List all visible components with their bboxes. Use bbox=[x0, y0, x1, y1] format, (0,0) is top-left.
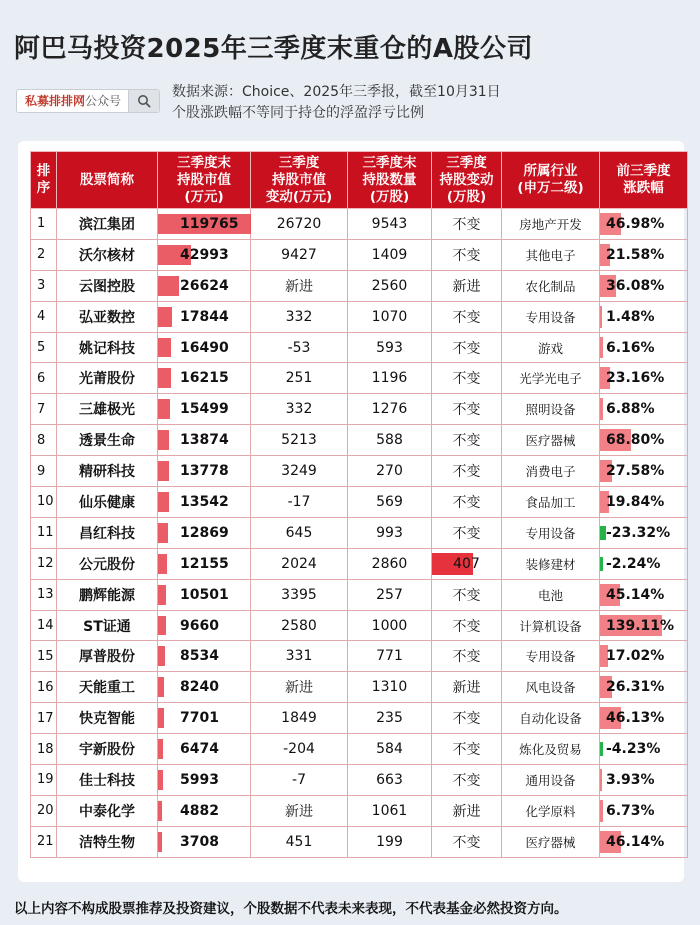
header-industry-line: 所属行业 bbox=[523, 163, 578, 179]
header-name bbox=[57, 152, 158, 209]
market-value-text: 13874 bbox=[180, 432, 229, 449]
return-bar bbox=[600, 398, 603, 420]
cell-shares: 235 bbox=[348, 703, 432, 734]
cell-shares: 270 bbox=[348, 456, 432, 487]
share-change-text: 不变 bbox=[452, 649, 481, 666]
cell-industry: 通用设备 bbox=[502, 765, 600, 796]
share-change-text: 不变 bbox=[452, 402, 481, 419]
cell-market-value bbox=[158, 610, 251, 641]
cell-return bbox=[600, 425, 688, 456]
header-return-line: 涨跌幅 bbox=[623, 180, 664, 196]
header-value-change bbox=[251, 152, 348, 209]
cell-industry: 炼化及贸易 bbox=[502, 734, 600, 765]
cell-stock-name: 公元股份 bbox=[57, 548, 158, 579]
header-value-change-line: 三季度 bbox=[278, 154, 320, 171]
cell-share-change bbox=[432, 641, 502, 672]
market-value-text: 13778 bbox=[180, 463, 229, 480]
table-row bbox=[31, 517, 688, 548]
cell-market-value bbox=[158, 301, 251, 332]
cell-share-change bbox=[432, 765, 502, 796]
cell-shares: 771 bbox=[348, 641, 432, 672]
disclaimer-note: 个股涨跌幅不等同于持仓的浮盈浮亏比例 bbox=[172, 105, 424, 121]
share-change-text: 不变 bbox=[452, 525, 481, 542]
market-value-text: 12869 bbox=[180, 524, 229, 541]
cell-return bbox=[600, 239, 688, 270]
return-text: 21.58% bbox=[606, 246, 665, 263]
cell-industry: 食品加工 bbox=[502, 487, 600, 518]
cell-value-change: 645 bbox=[251, 517, 348, 548]
cell-return bbox=[600, 641, 688, 672]
cell-market-value bbox=[158, 456, 251, 487]
table-row bbox=[31, 394, 688, 425]
share-change-text: 不变 bbox=[452, 247, 481, 264]
cell-share-change bbox=[432, 672, 502, 703]
cell-value-change: 5213 bbox=[251, 425, 348, 456]
header-industry-line: (申万二级) bbox=[517, 180, 584, 196]
return-text: 26.31% bbox=[606, 679, 665, 696]
cell-share-change bbox=[432, 826, 502, 857]
cell-shares: 1000 bbox=[348, 610, 432, 641]
cell-value-change: 新进 bbox=[251, 672, 348, 703]
cell-shares: 584 bbox=[348, 734, 432, 765]
share-change-text: 不变 bbox=[452, 216, 481, 233]
share-change-text: 不变 bbox=[452, 464, 481, 481]
header-return bbox=[600, 152, 688, 209]
return-text: 19.84% bbox=[606, 493, 665, 510]
header-shares-line: (万股) bbox=[369, 188, 410, 205]
cell-shares: 1070 bbox=[348, 301, 432, 332]
cell-return bbox=[600, 795, 688, 826]
cell-industry: 风电设备 bbox=[502, 672, 600, 703]
market-value-text: 12155 bbox=[180, 555, 229, 572]
share-change-text: 不变 bbox=[452, 618, 481, 635]
market-value-text: 26624 bbox=[180, 277, 229, 294]
cell-rank: 11 bbox=[31, 517, 57, 548]
cell-value-change: -17 bbox=[251, 487, 348, 518]
header-rank bbox=[31, 152, 57, 209]
header-name-line: 股票简称 bbox=[80, 171, 134, 188]
cell-rank: 2 bbox=[31, 239, 57, 270]
cell-rank: 20 bbox=[31, 795, 57, 826]
cell-stock-name: 精研科技 bbox=[57, 456, 158, 487]
cell-industry: 自动化设备 bbox=[502, 703, 600, 734]
cell-rank: 3 bbox=[31, 270, 57, 301]
cell-share-change bbox=[432, 734, 502, 765]
cell-value-change: 9427 bbox=[251, 239, 348, 270]
share-change-text: 不变 bbox=[452, 494, 481, 511]
cell-industry: 其他电子 bbox=[502, 239, 600, 270]
footer-disclaimer: 以上内容不构成股票推荐及投资建议，个股数据不代表未来表现，不代表基金必然投资方向。 bbox=[14, 901, 568, 917]
cell-stock-name: 光莆股份 bbox=[57, 363, 158, 394]
cell-market-value bbox=[158, 579, 251, 610]
market-value-text: 9660 bbox=[180, 617, 219, 634]
share-change-text: 不变 bbox=[452, 309, 481, 326]
return-text: 23.16% bbox=[606, 370, 665, 387]
cell-rank: 19 bbox=[31, 765, 57, 796]
cell-industry: 电池 bbox=[502, 579, 600, 610]
table-row bbox=[31, 579, 688, 610]
table-row bbox=[31, 456, 688, 487]
cell-shares: 199 bbox=[348, 826, 432, 857]
cell-return bbox=[600, 332, 688, 363]
market-value-text: 7701 bbox=[180, 710, 219, 727]
cell-return bbox=[600, 703, 688, 734]
cell-share-change bbox=[432, 425, 502, 456]
cell-shares: 663 bbox=[348, 765, 432, 796]
cell-share-change bbox=[432, 239, 502, 270]
cell-market-value bbox=[158, 548, 251, 579]
cell-market-value bbox=[158, 209, 251, 240]
page-title: 阿巴马投资2025年三季度末重仓的A股公司 bbox=[14, 34, 533, 64]
table-row bbox=[31, 641, 688, 672]
cell-industry: 消费电子 bbox=[502, 456, 600, 487]
cell-return bbox=[600, 672, 688, 703]
cell-industry: 医疗器械 bbox=[502, 826, 600, 857]
header-return-line: 前三季度 bbox=[616, 163, 671, 179]
cell-stock-name: 沃尔核材 bbox=[57, 239, 158, 270]
cell-market-value bbox=[158, 363, 251, 394]
cell-return bbox=[600, 363, 688, 394]
cell-market-value bbox=[158, 641, 251, 672]
share-change-text: 新进 bbox=[452, 803, 481, 820]
table-row bbox=[31, 734, 688, 765]
table-row bbox=[31, 209, 688, 240]
cell-value-change: 332 bbox=[251, 301, 348, 332]
cell-stock-name: 鹏辉能源 bbox=[57, 579, 158, 610]
table-row bbox=[31, 765, 688, 796]
share-change-text: 不变 bbox=[452, 742, 481, 759]
cell-rank: 10 bbox=[31, 487, 57, 518]
cell-market-value bbox=[158, 703, 251, 734]
market-value-text: 42993 bbox=[180, 246, 229, 263]
share-change-text: 新进 bbox=[452, 680, 481, 697]
share-change-text: 不变 bbox=[452, 834, 481, 851]
table-row bbox=[31, 270, 688, 301]
cell-stock-name: 姚记科技 bbox=[57, 332, 158, 363]
cell-industry: 照明设备 bbox=[502, 394, 600, 425]
header-share-change-line: 持股变动 bbox=[439, 171, 494, 188]
header-market-value-line: 三季度末 bbox=[177, 154, 231, 171]
header-shares-line: 持股数量 bbox=[362, 171, 417, 188]
cell-shares: 1276 bbox=[348, 394, 432, 425]
cell-return bbox=[600, 270, 688, 301]
table-row bbox=[31, 363, 688, 394]
share-change-text: 407 bbox=[453, 555, 480, 572]
cell-shares: 569 bbox=[348, 487, 432, 518]
cell-market-value bbox=[158, 332, 251, 363]
cell-rank: 9 bbox=[31, 456, 57, 487]
return-text: 1.48% bbox=[606, 308, 655, 325]
share-change-text: 不变 bbox=[452, 711, 481, 728]
cell-rank: 13 bbox=[31, 579, 57, 610]
header-value-change-line: 持股市值 bbox=[272, 171, 326, 188]
header-market-value-line: (万元) bbox=[184, 188, 224, 205]
cell-share-change bbox=[432, 270, 502, 301]
cell-stock-name: 三雄极光 bbox=[57, 394, 158, 425]
market-value-text: 8534 bbox=[180, 648, 219, 665]
cell-stock-name: 仙乐健康 bbox=[57, 487, 158, 518]
return-bar bbox=[600, 742, 603, 756]
market-value-text: 16215 bbox=[180, 370, 229, 387]
cell-share-change bbox=[432, 517, 502, 548]
return-text: 27.58% bbox=[606, 463, 665, 480]
cell-rank: 12 bbox=[31, 548, 57, 579]
cell-market-value bbox=[158, 517, 251, 548]
return-bar bbox=[600, 800, 603, 822]
header-rank-line: 排 bbox=[36, 163, 51, 179]
table-card bbox=[18, 141, 684, 882]
market-value-text: 13542 bbox=[180, 493, 229, 510]
cell-rank: 17 bbox=[31, 703, 57, 734]
cell-market-value bbox=[158, 487, 251, 518]
cell-rank: 8 bbox=[31, 425, 57, 456]
cell-return bbox=[600, 579, 688, 610]
cell-value-change: -53 bbox=[251, 332, 348, 363]
cell-market-value bbox=[158, 239, 251, 270]
cell-market-value bbox=[158, 425, 251, 456]
cell-shares: 2860 bbox=[348, 548, 432, 579]
return-text: 46.98% bbox=[606, 215, 665, 232]
cell-share-change bbox=[432, 487, 502, 518]
cell-industry: 农化制品 bbox=[502, 270, 600, 301]
cell-shares: 1061 bbox=[348, 795, 432, 826]
cell-return bbox=[600, 487, 688, 518]
table-row bbox=[31, 239, 688, 270]
header-market-value bbox=[158, 152, 251, 209]
cell-share-change bbox=[432, 363, 502, 394]
cell-value-change: 26720 bbox=[251, 209, 348, 240]
cell-industry: 装修建材 bbox=[502, 548, 600, 579]
cell-return bbox=[600, 765, 688, 796]
cell-rank: 7 bbox=[31, 394, 57, 425]
cell-value-change: 新进 bbox=[251, 795, 348, 826]
cell-industry: 游戏 bbox=[502, 332, 600, 363]
share-change-text: 不变 bbox=[452, 340, 481, 357]
market-value-text: 4882 bbox=[180, 802, 219, 819]
return-text: 6.73% bbox=[606, 802, 655, 819]
cell-value-change: 331 bbox=[251, 641, 348, 672]
cell-stock-name: 昌红科技 bbox=[57, 517, 158, 548]
cell-shares: 9543 bbox=[348, 209, 432, 240]
share-change-text: 不变 bbox=[452, 371, 481, 388]
cell-return bbox=[600, 734, 688, 765]
cell-shares: 588 bbox=[348, 425, 432, 456]
header-market-value-line: 持股市值 bbox=[177, 171, 231, 188]
return-bar bbox=[600, 337, 603, 359]
cell-market-value bbox=[158, 826, 251, 857]
data-source-text: 数据来源：Choice、2025年三季报，截至10月31日 bbox=[172, 84, 501, 100]
table-header-row bbox=[31, 152, 688, 209]
cell-shares: 257 bbox=[348, 579, 432, 610]
header-industry bbox=[502, 152, 600, 209]
market-value-text: 8240 bbox=[180, 679, 219, 696]
return-text: -4.23% bbox=[606, 741, 661, 758]
return-text: -2.24% bbox=[606, 555, 661, 572]
cell-value-change: 251 bbox=[251, 363, 348, 394]
cell-rank: 16 bbox=[31, 672, 57, 703]
cell-rank: 18 bbox=[31, 734, 57, 765]
cell-return bbox=[600, 209, 688, 240]
info-block bbox=[172, 82, 501, 124]
cell-rank: 5 bbox=[31, 332, 57, 363]
cell-value-change: 332 bbox=[251, 394, 348, 425]
return-bar bbox=[600, 769, 602, 791]
market-value-text: 15499 bbox=[180, 401, 229, 418]
cell-value-change: 1849 bbox=[251, 703, 348, 734]
return-text: 6.88% bbox=[606, 401, 655, 418]
cell-value-change: 451 bbox=[251, 826, 348, 857]
cell-return bbox=[600, 456, 688, 487]
market-value-text: 10501 bbox=[180, 586, 229, 603]
cell-value-change: 2024 bbox=[251, 548, 348, 579]
cell-market-value bbox=[158, 394, 251, 425]
cell-rank: 14 bbox=[31, 610, 57, 641]
return-text: 36.08% bbox=[606, 277, 665, 294]
market-value-text: 3708 bbox=[180, 833, 219, 850]
cell-shares: 1409 bbox=[348, 239, 432, 270]
cell-share-change bbox=[432, 209, 502, 240]
cell-stock-name: ST证通 bbox=[57, 610, 158, 641]
cell-share-change bbox=[432, 394, 502, 425]
return-bar bbox=[600, 306, 602, 328]
holdings-table bbox=[30, 151, 688, 858]
cell-market-value bbox=[158, 765, 251, 796]
share-change-text: 不变 bbox=[452, 587, 481, 604]
return-bar bbox=[600, 557, 603, 571]
cell-return bbox=[600, 826, 688, 857]
table-row bbox=[31, 332, 688, 363]
cell-shares: 593 bbox=[348, 332, 432, 363]
cell-value-change: -7 bbox=[251, 765, 348, 796]
return-text: 139.11% bbox=[606, 617, 675, 634]
return-text: 46.13% bbox=[606, 710, 665, 727]
table-row bbox=[31, 826, 688, 857]
cell-industry: 医疗器械 bbox=[502, 425, 600, 456]
cell-share-change bbox=[432, 332, 502, 363]
cell-share-change bbox=[432, 610, 502, 641]
cell-industry: 化学原料 bbox=[502, 795, 600, 826]
table-row bbox=[31, 425, 688, 456]
header-share-change-line: (万股) bbox=[446, 188, 487, 205]
table-row bbox=[31, 610, 688, 641]
market-value-text: 17844 bbox=[180, 308, 229, 325]
cell-industry: 光学光电子 bbox=[502, 363, 600, 394]
market-value-text: 119765 bbox=[180, 215, 239, 232]
market-value-text: 16490 bbox=[180, 339, 229, 356]
cell-value-change: -204 bbox=[251, 734, 348, 765]
cell-rank: 15 bbox=[31, 641, 57, 672]
header-shares bbox=[348, 152, 432, 209]
table-row bbox=[31, 672, 688, 703]
table-row bbox=[31, 548, 688, 579]
market-value-text: 5993 bbox=[180, 771, 219, 788]
cell-market-value bbox=[158, 672, 251, 703]
table-row bbox=[31, 487, 688, 518]
cell-stock-name: 佳士科技 bbox=[57, 765, 158, 796]
cell-stock-name: 快克智能 bbox=[57, 703, 158, 734]
cell-industry: 专用设备 bbox=[502, 641, 600, 672]
return-text: 6.16% bbox=[606, 339, 655, 356]
cell-shares: 1310 bbox=[348, 672, 432, 703]
cell-return bbox=[600, 394, 688, 425]
header-shares-line: 三季度末 bbox=[362, 154, 417, 171]
cell-stock-name: 中泰化学 bbox=[57, 795, 158, 826]
search-box[interactable] bbox=[16, 89, 160, 113]
table-row bbox=[31, 301, 688, 332]
cell-value-change: 3395 bbox=[251, 579, 348, 610]
cell-stock-name: 洁特生物 bbox=[57, 826, 158, 857]
return-text: 3.93% bbox=[606, 771, 655, 788]
return-text: 68.80% bbox=[606, 432, 665, 449]
share-change-text: 不变 bbox=[452, 433, 481, 450]
cell-stock-name: 厚普股份 bbox=[57, 641, 158, 672]
cell-share-change bbox=[432, 703, 502, 734]
cell-stock-name: 透景生命 bbox=[57, 425, 158, 456]
cell-market-value bbox=[158, 270, 251, 301]
cell-stock-name: 滨江集团 bbox=[57, 209, 158, 240]
return-text: 46.14% bbox=[606, 833, 665, 850]
cell-shares: 2560 bbox=[348, 270, 432, 301]
cell-value-change: 新进 bbox=[251, 270, 348, 301]
table-row bbox=[31, 795, 688, 826]
cell-share-change bbox=[432, 579, 502, 610]
cell-market-value bbox=[158, 734, 251, 765]
search-button[interactable] bbox=[128, 90, 159, 112]
cell-industry: 专用设备 bbox=[502, 517, 600, 548]
cell-share-change bbox=[432, 795, 502, 826]
table-row bbox=[31, 703, 688, 734]
cell-rank: 4 bbox=[31, 301, 57, 332]
header-value-change-line: 变动(万元) bbox=[265, 188, 333, 205]
cell-industry: 房地产开发 bbox=[502, 209, 600, 240]
cell-shares: 1196 bbox=[348, 363, 432, 394]
cell-stock-name: 宇新股份 bbox=[57, 734, 158, 765]
cell-share-change bbox=[432, 301, 502, 332]
cell-return bbox=[600, 548, 688, 579]
cell-rank: 1 bbox=[31, 209, 57, 240]
cell-share-change bbox=[432, 456, 502, 487]
cell-value-change: 3249 bbox=[251, 456, 348, 487]
cell-value-change: 2580 bbox=[251, 610, 348, 641]
cell-stock-name: 弘亚数控 bbox=[57, 301, 158, 332]
cell-market-value bbox=[158, 795, 251, 826]
header-share-change bbox=[432, 152, 502, 209]
cell-rank: 21 bbox=[31, 826, 57, 857]
share-change-text: 不变 bbox=[452, 772, 481, 789]
return-text: 45.14% bbox=[606, 586, 665, 603]
return-text: 17.02% bbox=[606, 648, 665, 665]
cell-rank: 6 bbox=[31, 363, 57, 394]
search-icon bbox=[137, 94, 151, 108]
header-share-change-line: 三季度 bbox=[446, 154, 487, 171]
cell-share-change bbox=[432, 548, 502, 579]
cell-stock-name: 天能重工 bbox=[57, 672, 158, 703]
cell-stock-name: 云图控股 bbox=[57, 270, 158, 301]
cell-industry: 专用设备 bbox=[502, 301, 600, 332]
return-text: -23.32% bbox=[606, 524, 671, 541]
cell-return bbox=[600, 301, 688, 332]
cell-industry: 计算机设备 bbox=[502, 610, 600, 641]
cell-return bbox=[600, 517, 688, 548]
search-brand: 私募排排网公众号 bbox=[25, 94, 122, 108]
cell-return bbox=[600, 610, 688, 641]
share-change-text: 新进 bbox=[452, 278, 481, 295]
header-rank-line: 序 bbox=[36, 180, 51, 196]
market-value-text: 6474 bbox=[180, 741, 219, 758]
cell-shares: 993 bbox=[348, 517, 432, 548]
